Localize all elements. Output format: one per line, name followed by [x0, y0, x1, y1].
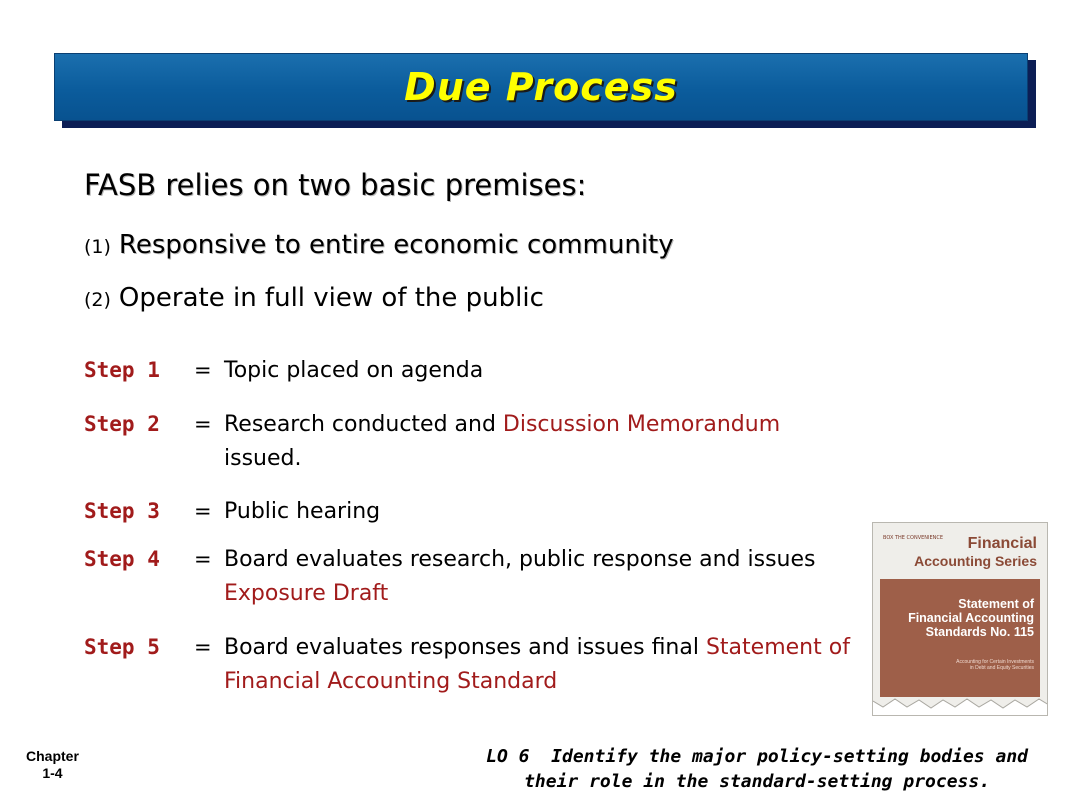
step-text: Board evaluates responses and issues final [224, 635, 706, 660]
book-panel-title [908, 597, 1034, 639]
book-brand-series: Accounting Series [914, 553, 1037, 569]
sfas-book-cover-image [872, 522, 1048, 716]
chapter-number: 1-4 [42, 765, 63, 781]
book-panel-line: Financial Accounting [908, 611, 1034, 625]
learning-objective [486, 744, 1028, 794]
step-text: Public hearing [224, 499, 381, 524]
torn-edge-icon [873, 695, 1048, 715]
step-text: Board evaluates research, public response and issues [224, 547, 816, 572]
step-4-label: Step 4 [84, 547, 160, 571]
discussion-memorandum-term: Discussion Memorandum [502, 412, 781, 437]
premise-text: Operate in full view of the public [118, 283, 544, 313]
learning-objective-line: LO 6 Identify the major policy-setting bodies and [486, 746, 1028, 767]
step-2-label: Step 2 [84, 412, 160, 436]
step-5-label: Step 5 [84, 635, 160, 659]
sfas-term: Statement of Financial Accounting Standard [224, 635, 850, 694]
learning-objective-line: their role in the standard-setting process. [524, 771, 991, 792]
step-2-equals: = [194, 412, 212, 436]
premise-item-1 [84, 230, 674, 260]
premise-number: (1) [84, 236, 111, 258]
book-top-small-text: BOX THE CONVENIENCE [883, 535, 944, 541]
step-text: Topic placed on agenda [224, 358, 484, 383]
slide-title: Due Process [404, 65, 678, 109]
premise-item-2 [84, 283, 544, 313]
premise-number: (2) [84, 289, 111, 311]
exposure-draft-term: Exposure Draft [224, 581, 389, 606]
step-3-equals: = [194, 499, 212, 523]
step-4-description [224, 543, 864, 611]
book-panel-subtitle [956, 659, 1034, 671]
book-panel-sub-line: Accounting for Certain Investments [956, 659, 1034, 665]
step-text: issued. [224, 446, 302, 471]
title-bar [54, 53, 1028, 121]
step-1-equals: = [194, 358, 212, 382]
premises-heading: FASB relies on two basic premises: [84, 168, 587, 202]
step-3-label: Step 3 [84, 499, 160, 523]
book-brand-financial: Financial [967, 535, 1037, 552]
step-4-equals: = [194, 547, 212, 571]
step-1-description [224, 354, 864, 388]
step-5-equals: = [194, 635, 212, 659]
book-panel-line: Standards No. 115 [925, 625, 1034, 639]
step-1-label: Step 1 [84, 358, 160, 382]
chapter-line: Chapter [26, 748, 79, 764]
premise-text: Responsive to entire economic community [118, 230, 674, 260]
book-panel-line: Statement of [958, 597, 1034, 611]
book-title-panel [880, 579, 1040, 697]
step-5-description [224, 631, 864, 699]
step-3-description [224, 495, 864, 529]
book-panel-sub-line: in Debt and Equity Securities [969, 665, 1034, 671]
step-2-description [224, 408, 864, 476]
book-header [883, 533, 1037, 571]
step-text: Research conducted and [224, 412, 503, 437]
chapter-label [26, 748, 79, 782]
